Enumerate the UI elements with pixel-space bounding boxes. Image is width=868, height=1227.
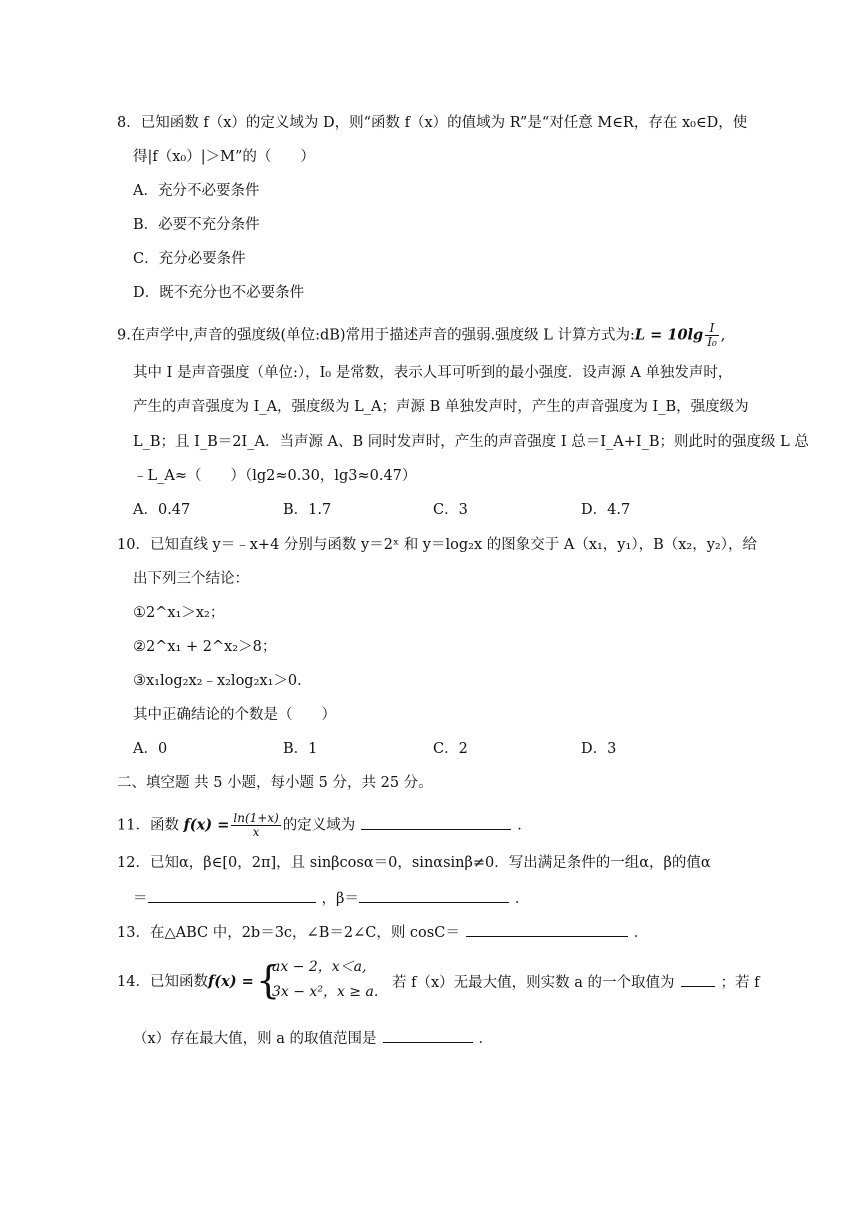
q11-end: ．: [517, 817, 532, 834]
q14-line2-text: （x）存在最大值，则 a 的取值范围是: [133, 1031, 377, 1047]
q8-option-b: B．必要不充分条件: [133, 217, 260, 233]
q12-end: ．: [514, 891, 530, 907]
q10-stem-line1: 10．已知直线 y＝﹣x+4 分别与函数 y＝2ˣ 和 y＝log₂x 的图象交于 A（x₁，y₁），B（x₂，y₂），给: [117, 537, 757, 553]
q8-option-a: A．充分不必要条件: [133, 183, 260, 199]
q11-fraction: [231, 812, 280, 839]
q10-conclusion-2: ②2^x₁ + 2^x₂＞8；: [133, 639, 277, 655]
q9-option-b: B．1.7: [283, 502, 332, 518]
q8-option-d: D．既不充分也不必要条件: [133, 285, 305, 301]
q9-stem-line2: 其中 I 是声音强度（单位:），I₀ 是常数，表示人耳可听到的最小强度．设声源 A 单独发声时，: [133, 365, 733, 381]
q9-stem-text: 9.在声学中,声音的强度级(单位:dB)常用于描述声音的强弱.强度级 L 计算方式为:: [117, 327, 635, 344]
q10-stem-line2: 出下列三个结论：: [133, 571, 249, 587]
q10-option-b: B．1: [283, 741, 318, 757]
q13-line: [117, 922, 648, 943]
q11-post: 的定义域为: [282, 817, 356, 834]
q8-option-c: C．充分必要条件: [133, 251, 246, 267]
section-2-heading: 二、填空题 共 5 小题，每小题 5 分，共 25 分。: [117, 775, 433, 791]
q9-frac-den: I₀: [707, 335, 717, 349]
q14-blank-2[interactable]: [383, 1028, 473, 1043]
q13-pre: 13．在△ABC 中，2b＝3c，∠B＝2∠C，则 cosC＝: [117, 925, 460, 941]
q9-stem-line5: ﹣L_A≈（ ）（lg2≈0.30，lg3≈0.47）: [133, 468, 417, 484]
q9-formula-lhs: L = 10lg: [634, 326, 704, 344]
q12-line1: 12．已知α，β∈[0，2π]，且 sinβcosα＝0，sinαsinβ≠0．写出满足条件的一组α，β的值α: [117, 855, 711, 871]
q9-option-c: C．3: [433, 502, 468, 518]
q8-stem-line1: 8．已知函数 f（x）的定义域为 D，则“函数 f（x）的值域为 R”是“对任意 M∈R，存在 x₀∈D，使: [117, 115, 748, 131]
q12-line2: [133, 888, 529, 909]
q9-option-a: A．0.47: [133, 502, 191, 518]
q9-stem-line4: L_B；且 I_B＝2I_A．当声源 A、B 同时发声时，产生的声音强度 I 总＝I_A+I_B；则此时的强度级 L 总: [133, 434, 809, 450]
q11-frac-num: ln(1+x): [233, 811, 279, 825]
q9-option-d: D．4.7: [581, 502, 631, 518]
q10-option-c: C．2: [433, 741, 468, 757]
q14-end: ．: [478, 1031, 494, 1047]
q10-option-d: D．3: [581, 741, 617, 757]
q11-line: [117, 812, 532, 839]
q14-piecewise-brace: {: [256, 958, 281, 1002]
q14-mid-line: [392, 972, 760, 993]
q14-mid: 若 f（x）无最大值，则实数 a 的一个取值为: [392, 975, 675, 991]
q11-answer-blank[interactable]: [361, 815, 511, 830]
q9-formula-fraction: [705, 322, 719, 349]
q11-f-lhs: f(x) =: [183, 816, 230, 834]
q14-piece-1: ax − 2，x＜a,: [272, 959, 367, 975]
q8-stem-line2: 得|f（x₀）|＞M”的（ ）: [133, 149, 315, 165]
q11-frac-den: x: [252, 825, 260, 839]
q12-alpha-blank[interactable]: [148, 888, 316, 903]
q10-conclusion-1: ①2^x₁＞x₂；: [133, 605, 225, 621]
q9-stem-line3: 产生的声音强度为 I_A，强度级为 L_A；声源 B 单独发声时，产生的声音强度为 I_B，强度级为: [133, 399, 749, 415]
q14-line2: [133, 1028, 493, 1049]
q11-pre: 11．函数: [117, 817, 179, 834]
q14-f-lhs: f(x) =: [208, 973, 254, 990]
q12-beta-blank[interactable]: [359, 888, 509, 903]
q13-end: ．: [633, 925, 649, 941]
q10-stem-line3: 其中正确结论的个数是（ ）: [133, 707, 336, 723]
q12-beta-eq: ，β＝: [321, 891, 359, 907]
q12-alpha-eq: ＝: [133, 891, 148, 907]
q13-answer-blank[interactable]: [466, 922, 628, 937]
q14-pre: 14．已知函数: [117, 974, 208, 990]
q14-mid2: ；若 f: [720, 975, 760, 991]
q14-piece-2: 3x − x²，x ≥ a.: [272, 984, 379, 1000]
q10-option-a: A．0: [133, 741, 168, 757]
q14-blank-1[interactable]: [681, 972, 715, 987]
q10-conclusion-3: ③x₁log₂x₂﹣x₂log₂x₁＞0．: [133, 673, 312, 689]
q9-stem-line1: 9.在声学中,声音的强度级(单位:dB)常用于描述声音的强弱.强度级 L 计算方式为:L = 10lg $\frac{I}{\text{I₀}}$ ,: [117, 321, 726, 349]
q9-frac-num: I: [705, 322, 719, 336]
